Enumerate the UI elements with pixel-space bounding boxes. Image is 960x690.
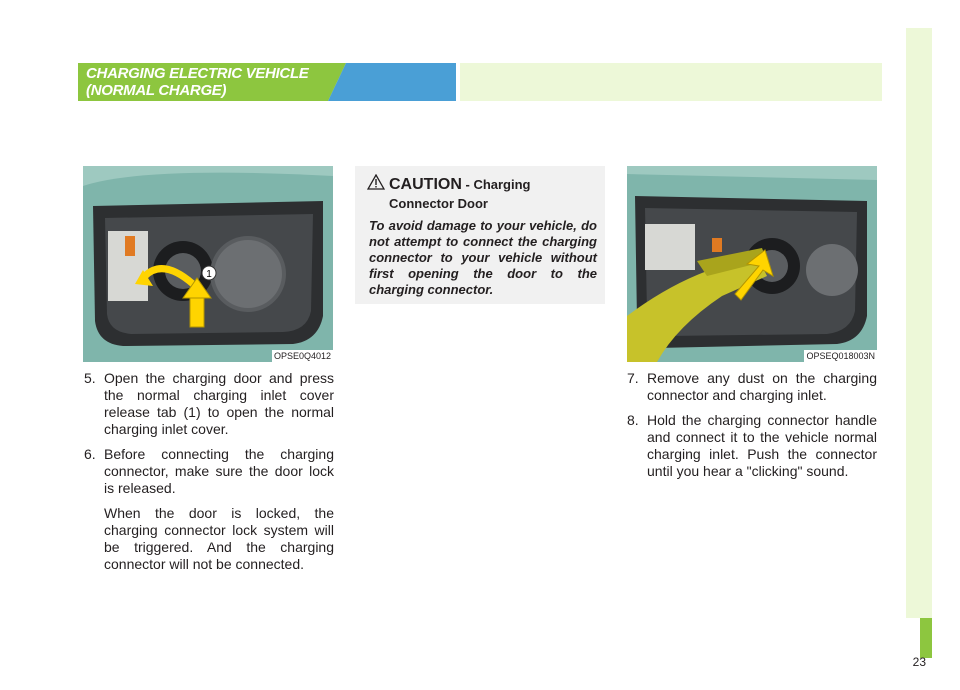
photo-label-right: OPSEQ018003N [806, 351, 875, 361]
warning-triangle-icon [367, 174, 385, 190]
caution-subtitle-a: - Charging [461, 177, 531, 192]
step-text: Remove any dust on the charging connector and charging inlet. [647, 370, 877, 403]
step-6-note: When the door is locked, the charging connector lock system will be triggered. And the charging connector will not be connected. [104, 505, 334, 572]
step-6 [84, 446, 334, 497]
step-text: Open the charging door and press the normal charging inlet cover release tab (1) to open the normal charging inlet cover. [104, 370, 334, 437]
charging-inlet-cover-photo [83, 166, 333, 362]
page-number: 23 [912, 655, 926, 669]
charging-connector-photo [627, 166, 877, 362]
caution-body: To avoid damage to your vehicle, do not attempt to connect the charging connector to your vehicle without first opening the door to the charging connector. [369, 218, 597, 297]
step-text: Hold the charging connector handle and connect it to the vehicle normal charging inlet. Push the connector until you hear a "clicking" sound. [647, 412, 877, 479]
caution-box [355, 166, 605, 304]
step-text: Before connecting the charging connector, make sure the door lock is released. [104, 446, 334, 496]
step-number: 5. [84, 370, 96, 386]
header-title [86, 65, 309, 99]
header-title-line2: (NORMAL CHARGE) [86, 82, 227, 99]
step-number: 8. [627, 412, 639, 428]
caution-label: CAUTION [389, 176, 462, 193]
right-steps [627, 370, 877, 488]
step-7 [627, 370, 877, 404]
caution-title [389, 176, 531, 194]
left-steps [84, 370, 334, 573]
side-accent-bar [906, 28, 932, 618]
header-title-line1: CHARGING ELECTRIC VEHICLE [86, 65, 309, 82]
callout-1: 1 [206, 269, 212, 280]
step-5 [84, 370, 334, 438]
step-number: 6. [84, 446, 96, 462]
side-page-tab [920, 618, 932, 658]
photo-label-left: OPSE0Q4012 [273, 351, 331, 361]
step-8 [627, 412, 877, 480]
section-header [78, 63, 882, 101]
caution-subtitle-b: Connector Door [389, 196, 488, 211]
step-number: 7. [627, 370, 639, 386]
